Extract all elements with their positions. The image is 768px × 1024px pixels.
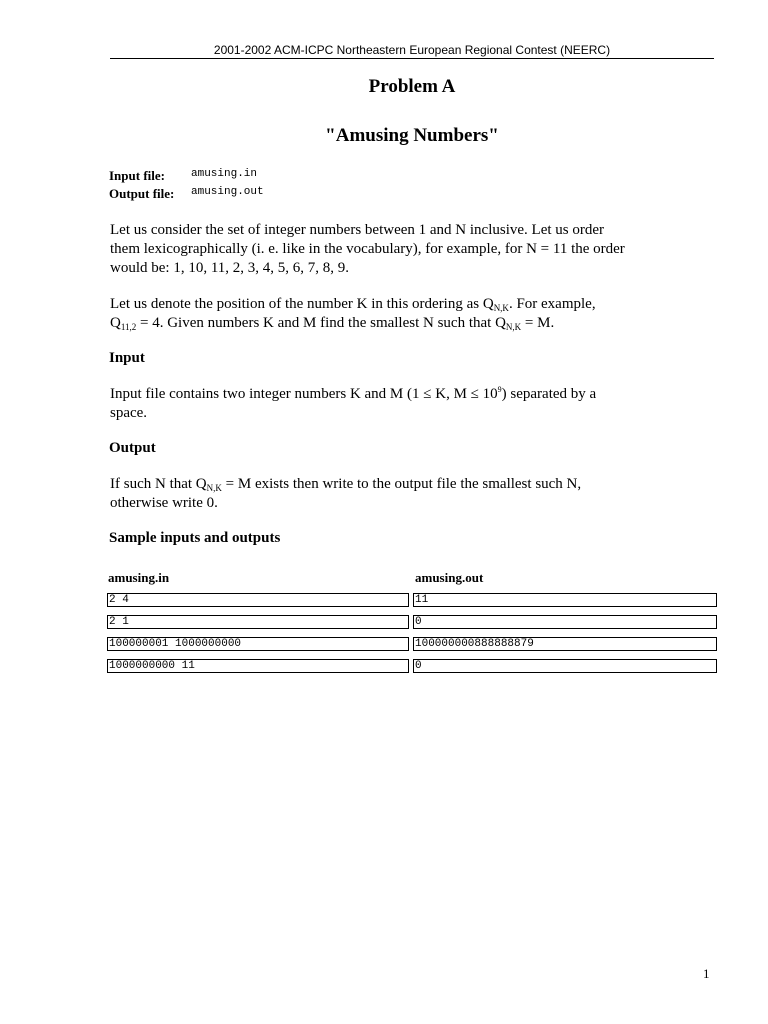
statement-paragraph-1 <box>110 221 710 278</box>
text-fragment: Let us denote the position of the number K in this ordering as Q <box>110 296 494 312</box>
text-fragment: . For example, <box>508 296 596 312</box>
statement-line <box>110 385 710 404</box>
statement-line: them lexicographically (i. e. like in the vocabulary), for example, for N = 11 the order <box>110 241 625 257</box>
samples-input-column-header: amusing.in <box>108 570 170 585</box>
sample-output-cell: 0 <box>413 615 717 629</box>
sample-input-cell: 1000000000 11 <box>107 659 409 673</box>
page-header: 2001-2002 ACM-ICPC Northeastern European Regional Contest (NEERC) <box>213 43 611 57</box>
statement-line: Let us consider the set of integer numbers between 1 and N inclusive. Let us order <box>110 222 605 238</box>
subscript: N,K <box>505 322 522 332</box>
statement-line: otherwise write 0. <box>110 495 218 511</box>
output-heading: Output <box>109 440 156 456</box>
statement-paragraph-2 <box>110 295 710 333</box>
superscript: 9 <box>497 385 502 394</box>
page-number: 1 <box>703 966 710 981</box>
sample-input-cell: 100000001 1000000000 <box>107 637 409 651</box>
statement-line <box>110 295 710 314</box>
sample-output-cell: 0 <box>413 659 717 673</box>
subscript: N,K <box>493 303 509 313</box>
text-fragment: If such N that Q <box>110 476 207 492</box>
input-description <box>110 385 710 423</box>
text-fragment: Q <box>110 315 121 331</box>
input-file-value: amusing.in <box>191 168 258 180</box>
output-description <box>110 475 710 513</box>
text-fragment: = M exists then write to the output file the smallest such N, <box>221 476 582 492</box>
sample-input-cell: 2 4 <box>107 593 409 607</box>
statement-line: would be: 1, 10, 11, 2, 3, 4, 5, 6, 7, 8, 9. <box>110 260 350 276</box>
output-file-value: amusing.out <box>191 186 264 198</box>
samples-heading: Sample inputs and outputs <box>109 530 281 546</box>
problem-name: "Amusing Numbers" <box>325 125 499 146</box>
text-fragment: = 4. Given numbers K and M find the smallest N such that Q <box>136 315 506 331</box>
header-rule <box>110 58 714 59</box>
input-heading: Input <box>109 350 145 366</box>
text-fragment: = M. <box>521 315 555 331</box>
sample-input-cell: 2 1 <box>107 615 409 629</box>
input-file-label: Input file: <box>109 168 165 183</box>
statement-line <box>110 314 710 333</box>
subscript: 11,2 <box>120 322 137 332</box>
output-file-label: Output file: <box>109 186 175 201</box>
sample-output-cell: 11 <box>413 593 717 607</box>
text-fragment: Input file contains two integer numbers K and M (1 ≤ K, M ≤ 10 <box>110 386 498 402</box>
statement-line <box>110 475 710 494</box>
sample-output-cell: 100000000888888879 <box>413 637 717 651</box>
statement-line: space. <box>110 405 148 421</box>
problem-title: Problem A <box>368 76 456 97</box>
samples-output-column-header: amusing.out <box>415 570 484 585</box>
text-fragment: ) separated by a <box>501 386 597 402</box>
subscript: N,K <box>206 483 222 493</box>
